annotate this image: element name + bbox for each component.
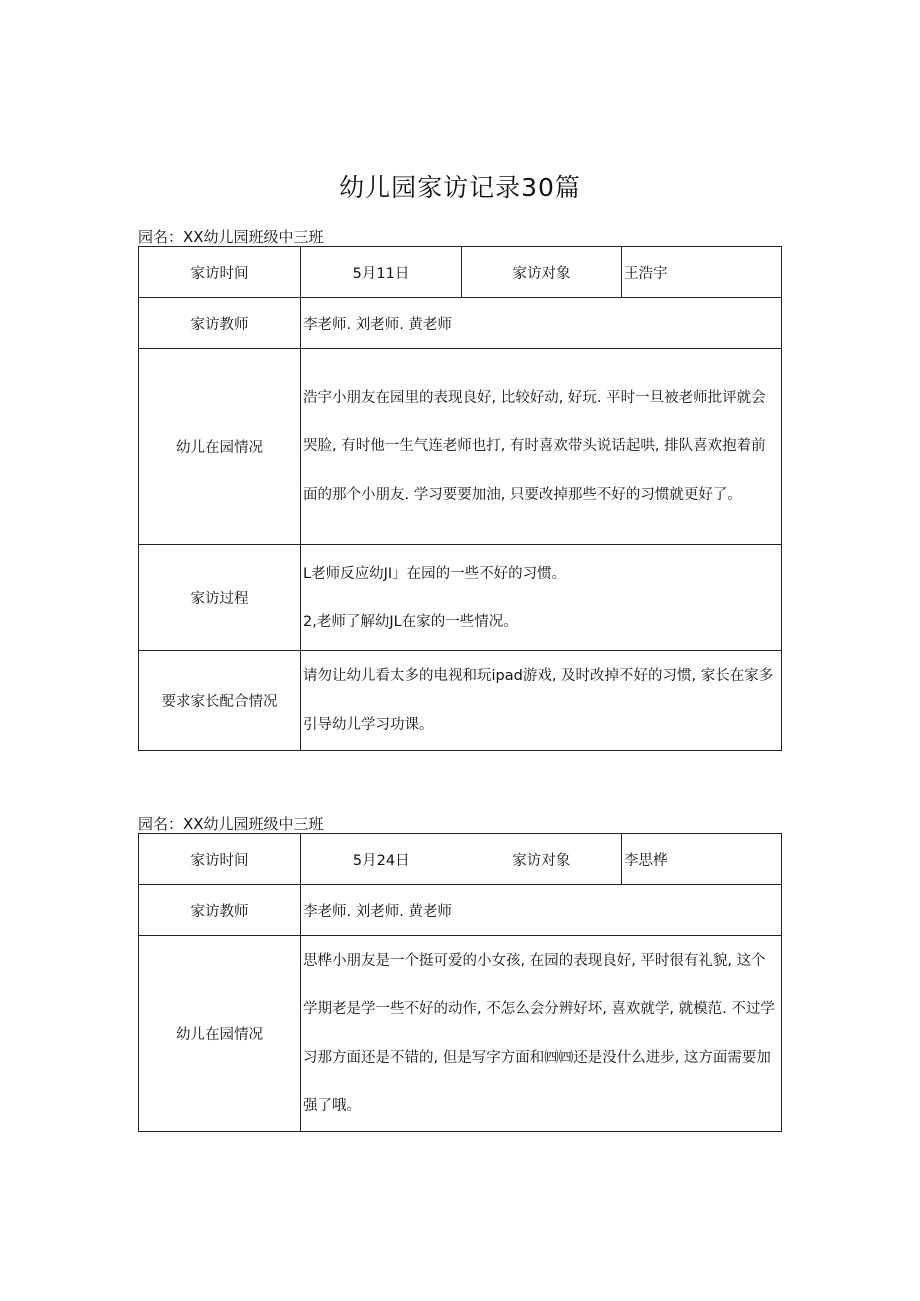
school-line: 园名：XX幼儿园班级中三班 — [138, 228, 324, 246]
child-situation-label: 幼儿在园情况 — [139, 349, 301, 545]
visit-process-label: 家访过程 — [139, 545, 301, 651]
child-name: 李思桦 — [622, 834, 782, 885]
document-title: 幼儿园家访记录30篇 — [339, 173, 581, 202]
parent-cooperation-text: 请勿让幼儿看太多的电视和玩ipad游戏, 及时改掉不好的习惯, 家长在家多引导幼儿学习功课。 — [301, 651, 782, 751]
table-row — [139, 298, 782, 349]
child-situation-label: 幼儿在园情况 — [139, 936, 301, 1132]
child-situation-text: 思桦小朋友是一个挺可爱的小女孩, 在园的表现良好, 平时很有礼貌, 这个学期老是学一些不好的动作, 不怎么会分辨好坏, 喜欢就学, 就模范. 不过学习那方面还是不错的, 但是写字方面和㈣㈣还是没什么进步, 这方面需要加强了哦。 — [301, 936, 782, 1132]
visit-time-label: 家访时间 — [139, 834, 301, 885]
parent-cooperation-label: 要求家长配合情况 — [139, 651, 301, 751]
table-row — [139, 545, 782, 651]
process-step-1: L老师反应幼JI」在园的一些不好的习惯。 — [303, 565, 567, 582]
teachers-value: 李老师. 刘老师. 黄老师 — [301, 298, 782, 349]
table-row — [139, 834, 782, 885]
table-row — [139, 651, 782, 751]
table-row — [139, 247, 782, 298]
table-row — [139, 349, 782, 545]
visit-record-table — [138, 246, 782, 751]
child-name: 王浩宇 — [622, 247, 782, 298]
table-row — [139, 936, 782, 1132]
teachers-value: 李老师. 刘老师. 黄老师 — [301, 885, 782, 936]
visit-target-label: 家访对象 — [462, 247, 622, 298]
visit-date: 5月11日 — [301, 247, 462, 298]
visit-record-table — [138, 833, 782, 1132]
visit-date: 5月24日 — [301, 834, 462, 885]
visit-process-cell — [301, 545, 782, 651]
visit-teacher-label: 家访教师 — [139, 885, 301, 936]
process-step-2: 2,老师了解幼JL在家的一些情况。 — [303, 613, 518, 630]
visit-teacher-label: 家访教师 — [139, 298, 301, 349]
table-row — [139, 885, 782, 936]
child-situation-text: 浩宇小朋友在园里的表现良好, 比较好动, 好玩. 平时一旦被老师批评就会哭脸, 有时他一生气连老师也打, 有时喜欢带头说话起哄, 排队喜欢抱着前面的那个小朋友. 学习要要加油, 只要改掉那些不好的习惯就更好了。 — [301, 349, 782, 545]
school-line: 园名：XX幼儿园班级中三班 — [138, 815, 324, 833]
visit-target-label: 家访对象 — [462, 834, 622, 885]
visit-time-label: 家访时间 — [139, 247, 301, 298]
